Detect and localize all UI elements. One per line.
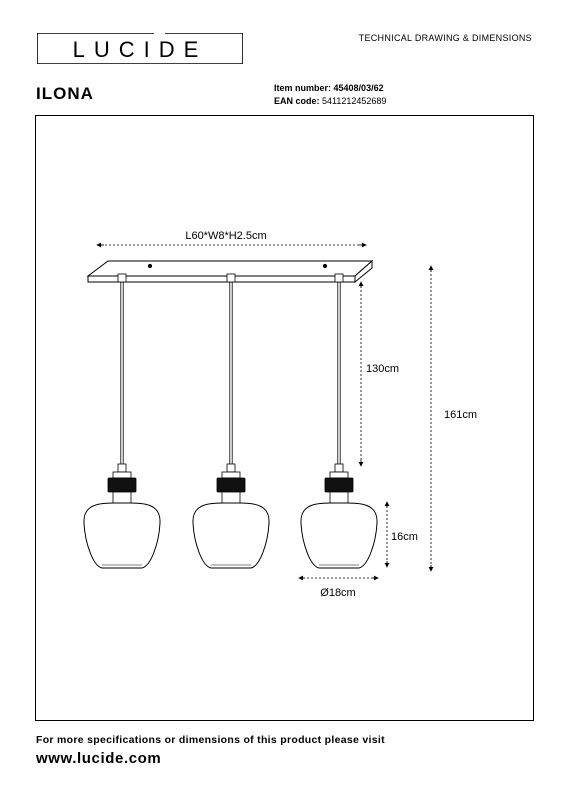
socket-ring xyxy=(108,478,136,492)
length-label: L60*W8*H2.5cm xyxy=(185,230,267,242)
shade-diameter-dimension xyxy=(299,578,378,599)
length-dimension xyxy=(97,230,366,245)
canopy-cup xyxy=(118,274,126,282)
logo-text: LUCIDE xyxy=(72,37,208,62)
glass-shade xyxy=(84,503,160,568)
socket-neck xyxy=(330,492,348,503)
cable-grip xyxy=(227,464,235,472)
item-number: 45408/03/62 xyxy=(333,83,384,93)
socket-ring xyxy=(217,478,245,492)
ean-label: EAN code: xyxy=(274,96,320,106)
cable-dimension xyxy=(361,282,399,466)
socket-cap xyxy=(222,472,240,478)
pendant-1 xyxy=(84,274,160,568)
pendants xyxy=(84,274,377,568)
canopy-cup xyxy=(335,274,343,282)
item-number-label: Item number: xyxy=(274,83,332,93)
socket-neck xyxy=(222,492,240,503)
cable-grip xyxy=(118,464,126,472)
total-height-label: 161cm xyxy=(444,409,478,421)
total-height-dimension xyxy=(431,266,477,571)
socket-ring xyxy=(325,478,353,492)
shade-diameter-label: Ø18cm xyxy=(320,587,356,599)
shade-height-label: 16cm xyxy=(391,531,418,543)
glass-shade xyxy=(193,503,269,568)
screw-icon xyxy=(323,264,326,267)
shade-height-dimension xyxy=(387,502,418,567)
footer-note: For more specifications or dimensions of this product please visit xyxy=(36,734,385,746)
socket-cap xyxy=(330,472,348,478)
socket-cap xyxy=(113,472,131,478)
pendant-2 xyxy=(193,274,269,568)
pendant-3 xyxy=(301,274,377,568)
document-type: TECHNICAL DRAWING & DIMENSIONS xyxy=(358,33,532,43)
screw-icon xyxy=(148,264,151,267)
cable-grip xyxy=(335,464,343,472)
socket-neck xyxy=(113,492,131,503)
glass-shade xyxy=(301,503,377,568)
cable-length-label: 130cm xyxy=(366,363,400,375)
product-name: ILONA xyxy=(36,84,94,103)
website-link[interactable]: www.lucide.com xyxy=(36,750,162,767)
ean-code: 5411212452689 xyxy=(322,96,387,106)
canopy-cup xyxy=(227,274,235,282)
